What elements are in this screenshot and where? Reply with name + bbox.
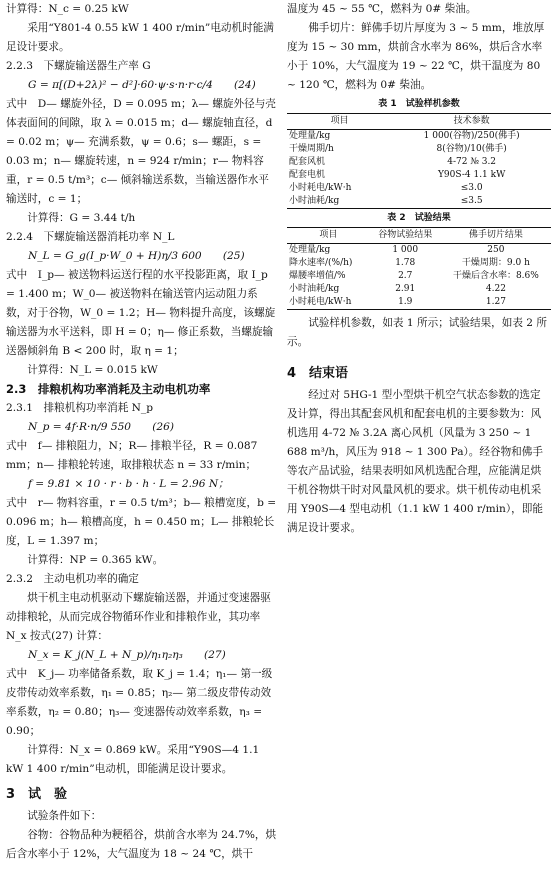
table-cell: 爆腰率增值/% <box>289 271 346 281</box>
table-row <box>287 169 551 182</box>
table-cell: 配套电机 <box>289 170 326 180</box>
table-cell: 1.27 <box>485 297 506 307</box>
calc-result-np: 计算得：NP = 0.365 kW。 <box>27 554 164 566</box>
table-row <box>287 195 551 209</box>
left-column <box>6 0 278 864</box>
table-cell: 小时耗电/kW·h <box>289 183 352 193</box>
table-header-cell: 谷物试验结果 <box>370 228 441 244</box>
table1-caption: 表 1 试验样机参数 <box>378 99 460 109</box>
equation-f: f = 9.81 × 10 · r · b · h · L = 2.96 N； <box>28 478 229 490</box>
table2-header-row <box>287 228 551 244</box>
subsection-2-3-1: 2.3.1 排粮机构功率消耗 N_p <box>6 402 154 414</box>
calc-result-g: 计算得：G = 3.44 t/h <box>27 212 136 224</box>
equation-25: N_L = G_g(I_p·W_0 + H)η/3 600 (25) <box>28 250 245 262</box>
table-row <box>287 130 551 144</box>
table-cell: 1.9 <box>398 297 413 307</box>
table-row <box>287 257 551 270</box>
table-cell: 干燥周期/h <box>289 144 334 154</box>
table-cell: 1 000 <box>392 245 419 255</box>
table-row <box>287 283 551 296</box>
table-cell: 降水速率/(%/h) <box>289 258 353 268</box>
table-header-cell: 佛手切片结果 <box>441 228 551 244</box>
grain-conditions-cont: 温度为 45 ~ 55 ℃，燃料为 0# 柴油。 <box>287 3 477 15</box>
table-cell: 处理量/kg <box>289 245 331 255</box>
equation-27-legend: 式中 K_j— 功率储备系数，取 K_j = 1.4；η₁— 第一级皮带传动效率系数，η₁ = 0.85；η₂— 第二级皮带传动效率系数，η₂ = 0.80；η₃— 变速器传动效率系数，η₃ = 0.90； <box>6 668 273 737</box>
tables-reference-text: 试验样机参数，如表 1 所示；试验结果，如表 2 所示。 <box>287 317 548 348</box>
conclusion-paragraph: 经过对 5HG-1 型小型烘干机空气状态参数的选定及计算，得出其配套风机和配套电机的主要参数为：风机选用 4-72 № 3.2A 离心风机（风量为 3 250 ~ 1 688 m³/h，风压为 918 ~ 1 300 Pa）。经谷物和佛手等农产品试验，结果表明如风机选配合理，应能满足烘干机谷物烘干时对风量风机的要求。烘干机传动电机采用 Y90S—4 型电动机（1.1 kW 1 400 r/min），即能满足设计要求。 <box>287 389 543 534</box>
table-row <box>287 156 551 169</box>
calc-result-nc: 计算得：N_c = 0.25 kW <box>6 3 129 15</box>
table-row <box>287 270 551 283</box>
main-motor-paragraph: 烘干机主电动机驱动下螺旋输送器，并通过变速器驱动排粮轮，从而完成谷物循环作业和排粮作业，其功率 N_x 按式(27) 计算： <box>6 592 271 642</box>
table-cell: Y90S-4 1.1 kW <box>437 170 506 180</box>
table-header-cell: 项目 <box>287 114 392 130</box>
subsection-2-2-3: 2.2.3 下螺旋输送器生产率 G <box>6 60 151 72</box>
table-cell: 1.78 <box>395 258 416 268</box>
table1-header-row <box>287 114 551 130</box>
calc-result-nx: 计算得：N_x = 0.869 kW。采用“Y90S—4 1.1 kW 1 400 r/min”电动机，即能满足设计要求。 <box>6 744 260 775</box>
equation-f-legend: 式中 r— 物料容重，r = 0.5 t/m³；b— 粮槽宽度，b = 0.096 m；h— 粮槽高度，h = 0.450 m；L— 排粮轮长度，L = 1.397 m； <box>6 497 277 547</box>
table-row <box>287 244 551 258</box>
section-2-3-heading: 2.3 排粮机构功率消耗及主动电机功率 <box>6 382 211 396</box>
table-cell: 干燥周期：9.0 h <box>461 258 530 268</box>
table-row <box>287 143 551 156</box>
motor-choice-text: 采用“Y801-4 0.55 kW 1 400 r/min”电动机时能满足设计要求。 <box>6 22 274 53</box>
table-cell: 小时油耗/kg <box>289 284 340 294</box>
table-cell: 2.91 <box>395 284 416 294</box>
table2-test-results <box>287 227 551 310</box>
table-cell: 小时油耗/kg <box>289 196 340 206</box>
table-row <box>287 182 551 195</box>
table-cell: 4.22 <box>485 284 506 294</box>
table-cell: 2.7 <box>398 271 413 281</box>
table-cell: 干燥后含水率：8.6% <box>452 271 539 281</box>
table-cell: 配套风机 <box>289 157 326 167</box>
equation-24-legend: 式中 D— 螺旋外径，D = 0.095 m；λ— 螺旋外径与壳体表面间的间隙，取 λ = 0.015 m；d— 螺旋轴直径，d = 0.02 m；ψ— 充满系数，ψ = 0.6；s— 螺距，s = 0.03 m；n— 螺旋转速，n = 924 r/min；r— 物料容重，r = 0.5 t/m³；c— 倾斜输送系数，当输送器作水平输送时，c = 1； <box>6 98 276 205</box>
table-cell: ≤3.5 <box>460 196 483 206</box>
table1-machine-parameters <box>287 113 551 209</box>
table-cell: 处理量/kg <box>289 131 331 141</box>
equation-26-legend: 式中 f— 排粮阻力，N；R— 排粮半径，R = 0.087 mm；n— 排粮轮转速，取排粮状态 n = 33 r/min； <box>6 440 258 471</box>
table-cell: 小时耗电/kW·h <box>289 297 352 307</box>
section-4-heading: 4 结束语 <box>287 366 349 381</box>
table2-caption: 表 2 试验结果 <box>387 213 451 223</box>
equation-25-legend: 式中 I_p— 被送物料运送行程的水平投影距离，取 I_p = 1.400 m；W_0— 被送物料在输送管内运动阻力系数，对于谷物，W_0 = 1.2；H— 物料提升高度，该螺旋输送器为水平送料，即 H = 0；η— 修正系数，当螺旋输送器倾斜角 B < 200 时，取 η = 1； <box>6 269 276 357</box>
equation-24: G = π[(D+2λ)² − d²]·60·ψ·s·n·r·c/4 (24) <box>28 79 256 91</box>
equation-26: N_p = 4f·R·n/9 550 (26) <box>28 421 174 433</box>
table-header-cell: 技术参数 <box>392 114 551 130</box>
calc-result-nl: 计算得：N_L = 0.015 kW <box>27 364 158 376</box>
table-cell: ≤3.0 <box>460 183 483 193</box>
grain-conditions-text: 谷物：谷物品种为粳稻谷，烘前含水率为 24.7%，烘后含水率小于 12%，大气温度为 18 ~ 24 ℃，烘干 <box>6 829 277 860</box>
right-column <box>287 0 551 538</box>
table-header-cell: 项目 <box>287 228 370 244</box>
subsection-2-2-4: 2.2.4 下螺旋输送器消耗功率 N_L <box>6 231 175 243</box>
table-cell: 1 000(谷物)/250(佛手) <box>423 131 520 141</box>
subsection-2-3-2: 2.3.2 主动电机功率的确定 <box>6 573 139 585</box>
equation-27: N_x = K_j(N_L + N_p)/η₁η₂η₃ (27) <box>28 649 226 661</box>
section-3-heading: 3 试 验 <box>6 787 68 802</box>
table-cell: 8(谷物)/10(佛手) <box>436 144 507 154</box>
table-cell: 250 <box>487 245 505 255</box>
bergamot-conditions-text: 佛手切片：鲜佛手切片厚度为 3 ~ 5 mm，堆放厚度为 15 ~ 30 mm，烘前含水率为 86%，烘后含水率小于 10%，大气温度为 19 ~ 22 ℃，烘干温度为 80 ~ 120 ℃，燃料为 0# 柴油。 <box>287 22 545 91</box>
table-row <box>287 296 551 310</box>
table-cell: 4-72 № 3.2 <box>447 157 497 167</box>
test-conditions-intro: 试验条件如下： <box>27 810 102 822</box>
